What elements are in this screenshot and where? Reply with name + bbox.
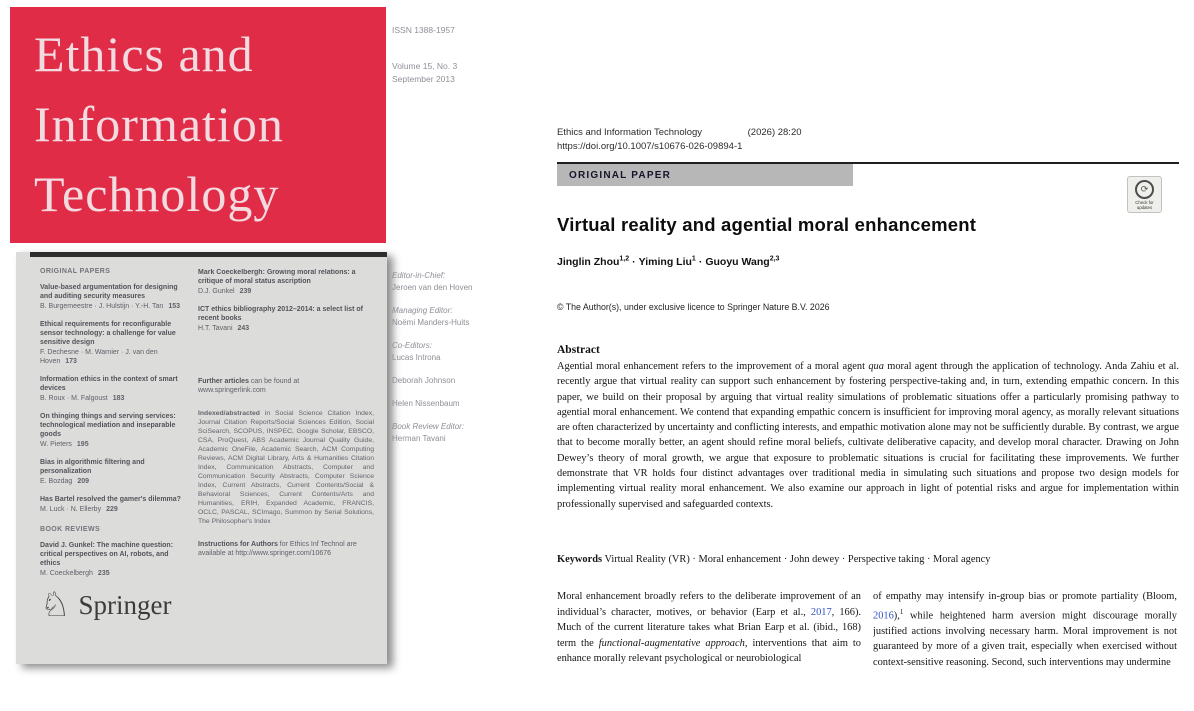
toc-entry-authors: F. Dechesne · M. Warnier · J. van den Hoven xyxy=(40,349,158,365)
toc-section-heading: ORIGINAL PAPERS xyxy=(40,268,111,275)
toc-entry-page: 173 xyxy=(65,358,77,365)
abstract-heading: Abstract xyxy=(557,344,600,356)
further-articles-note xyxy=(198,377,374,395)
toc-entry xyxy=(40,541,190,578)
author-name: Jinglin Zhou xyxy=(557,255,620,268)
indexed-list: in Social Science Citation Index, Journal Citation Reports/Social Sciences Edition, Social SciSearch, SCOPUS, INSPEC, Google Scholar, EBSCO, CSA, ProQuest, ABS Academic Journal Quality Guide, Academic OneFile, Academic Search, ACM Computing Reviews, ACM Digital Library, Arts & Humanities Citation Index, Communication Abstracts, Computer and Communication Security Abstracts, Computer Science Index, Current Abstracts, Current Contents/Social & Behavioral Sciences, Current Contents/Arts and Humanities, ERIH, Expanded Academic, FRANCIS, OCLC, PASCAL, SCImago, Summon by Serial Solutions, The Philosopher's Index xyxy=(198,410,374,525)
further-articles-label: Further articles xyxy=(198,378,249,385)
paper-journal-header xyxy=(557,127,802,138)
citation-link[interactable]: 2017 xyxy=(810,606,832,618)
author-name: Guoyu Wang xyxy=(705,255,770,268)
toc-entry xyxy=(40,375,190,403)
abstract-text xyxy=(557,359,1179,512)
toc-entry-title: Bias in algorithmic filtering and personalization xyxy=(40,459,145,475)
editorial-board-column xyxy=(392,270,512,456)
section-type-bar xyxy=(557,164,853,186)
editor-block xyxy=(392,340,512,364)
author[interactable] xyxy=(557,256,629,268)
editor-name: Herman Tavani xyxy=(392,434,446,443)
indexing-note xyxy=(198,409,374,526)
body-column-right xyxy=(873,589,1177,711)
scan-edge-bar xyxy=(30,252,387,257)
footnote-marker: 1 xyxy=(899,607,904,616)
journal-title-line: Technology xyxy=(34,166,280,222)
toc-entry-authors: W. Pieters xyxy=(40,441,72,448)
toc-entry-title: ICT ethics bibliography 2012–2014: a select list of recent books xyxy=(198,306,363,322)
author-separator: · xyxy=(632,255,636,268)
editor-name: Helen Nissenbaum xyxy=(392,399,460,408)
abstract-italic: qua xyxy=(868,361,884,372)
author-affiliation-sup: 1 xyxy=(691,255,696,262)
issue-citation: (2026) 28:20 xyxy=(747,127,802,138)
editor-name: Noëmi Manders-Huits xyxy=(392,318,470,327)
editor-block xyxy=(392,375,512,387)
editor-role: Book Review Editor: xyxy=(392,422,465,431)
springerlink-url[interactable]: www.springerlink.com xyxy=(198,387,266,394)
toc-entry-page: 209 xyxy=(77,478,89,485)
author[interactable] xyxy=(705,256,779,268)
editor-name: Jeroen van den Hoven xyxy=(392,283,473,292)
editor-role: Managing Editor: xyxy=(392,306,453,315)
further-articles-text: can be found at xyxy=(248,378,300,385)
author-affiliation-sup: 1,2 xyxy=(619,255,630,262)
editor-name: Deborah Johnson xyxy=(392,376,456,385)
body-italic: functional-augmentative approach xyxy=(598,637,745,649)
indexed-label: Indexed/abstracted xyxy=(198,410,260,417)
toc-entry-page: 183 xyxy=(112,395,125,402)
author-separator: · xyxy=(698,255,703,268)
journal-cover-banner xyxy=(10,7,386,243)
instructions-text: for Ethics Inf Technol are available at xyxy=(198,541,357,557)
volume-number: Volume 15, No. 3 xyxy=(392,61,458,71)
author[interactable] xyxy=(639,256,696,268)
author-name: Yiming Liu xyxy=(638,255,692,268)
toc-entry-page: 153 xyxy=(168,303,181,310)
body-text: , interventions that aim to enhance morally relevant psychological or neurobiological xyxy=(557,637,861,665)
body-column-left xyxy=(557,589,861,711)
paper-title: Virtual reality and agential moral enhancement xyxy=(557,214,977,235)
toc-entry-title: David J. Gunkel: The machine question: critical perspectives on AI, robots, and ethics xyxy=(40,542,174,567)
toc-entry xyxy=(40,495,190,514)
toc-entry-authors: E. Bozdag xyxy=(40,478,73,485)
copyright-line: © The Author(s), under exclusive licence to Springer Nature B.V. 2026 xyxy=(557,302,830,312)
publisher-name: Springer xyxy=(78,589,172,620)
toc-entry-title: Has Bartel resolved the gamer's dilemma? xyxy=(40,496,181,503)
toc-entry-authors: B. Roux · M. Falgoust xyxy=(40,395,108,402)
journal-title-line: Information xyxy=(34,96,284,152)
toc-entry-title: Information ethics in the context of smart devices xyxy=(40,376,178,392)
body-text: of empathy may intensify in-group bias or promote partiality (Bloom, xyxy=(873,591,1177,602)
toc-section-heading: BOOK REVIEWS xyxy=(40,526,101,533)
toc-entry-title: On thinging things and serving services: technological mediation and inseparable goods xyxy=(40,413,176,438)
instructions-note xyxy=(198,540,374,558)
crossmark-icon: ⟳ xyxy=(1135,180,1154,199)
keywords-list: Virtual Reality (VR) · Moral enhancement · John dewey · Perspective taking · Moral agency xyxy=(602,554,991,565)
body-text: while heightened harm aversion might discourage morally justified actions involving necessary harm. Moral improvement is not guaranteed by more of a given trait, especially when exercised without context-sensitive reasoning. Second, such interventions may undermine xyxy=(873,610,1177,668)
toc-entry-authors: H.T. Tavani xyxy=(198,325,233,332)
check-for-updates-badge[interactable] xyxy=(1127,176,1162,213)
instructions-label: Instructions for Authors xyxy=(198,541,278,548)
journal-name: Ethics and Information Technology xyxy=(557,127,703,138)
doi-line: https://doi.org/10.1007/s10676-026-09894-1 xyxy=(557,141,743,152)
issn-label: ISSN 1388-1957 xyxy=(392,25,455,35)
toc-entry-page: 243 xyxy=(237,325,250,332)
keywords-label: Keywords xyxy=(557,554,603,565)
editor-block xyxy=(392,421,512,445)
editor-block xyxy=(392,398,512,410)
badge-text-line: updates xyxy=(1136,205,1153,210)
abstract-segment: Agential moral enhancement refers to the improvement of a moral agent xyxy=(557,361,869,372)
keywords-line xyxy=(557,554,1179,565)
body-text: ), xyxy=(893,610,900,622)
section-type-label: ORIGINAL PAPER xyxy=(569,169,671,181)
badge-text-line: Check for xyxy=(1135,200,1154,205)
volume-label xyxy=(392,60,457,86)
editor-role: Editor-in-Chief: xyxy=(392,271,446,280)
toc-entry-authors: M. Luck · N. Ellerby xyxy=(40,506,102,513)
toc-entry-page: 239 xyxy=(239,288,252,295)
editor-block xyxy=(392,270,512,294)
toc-entry-authors: M. Coeckelbergh xyxy=(40,570,93,577)
toc-entry xyxy=(198,268,374,296)
toc-entry xyxy=(40,320,190,366)
table-of-contents-panel xyxy=(16,252,387,664)
toc-entry-page: 195 xyxy=(76,441,89,448)
toc-entry xyxy=(40,283,190,311)
toc-entry xyxy=(198,305,374,333)
toc-entry-authors: B. Burgemeestre · J. Hulstijn · Y.-H. Tan xyxy=(40,303,164,310)
editor-block xyxy=(392,305,512,329)
toc-entry-title: Ethical requirements for reconfigurable sensor technology: a challenge for value sensitive design xyxy=(40,321,176,346)
toc-entry xyxy=(40,412,190,449)
toc-entry-title: Mark Coeckelbergh: Growing moral relations: a critique of moral status ascription xyxy=(198,269,356,285)
issue-date: September 2013 xyxy=(392,74,455,84)
toc-entry-page: 229 xyxy=(106,506,118,513)
author-line xyxy=(557,255,779,268)
springer-knight-icon: ♘ xyxy=(40,586,71,624)
toc-entry xyxy=(40,458,190,486)
journal-title-line: Ethics and xyxy=(34,26,254,82)
editor-name: Lucas Introna xyxy=(392,353,441,362)
springer-logo xyxy=(40,588,171,622)
body-text: Moral enhancement broadly refers to the deliberate improvement of an individual’s character, motives, or behavior (Earp et al., xyxy=(557,591,861,618)
citation-link[interactable]: 2016 xyxy=(873,610,894,622)
abstract-segment: moral agent through the application of technology. Anda Zahiu et al. recently argue that virtual reality can support such enhancement by fostering perspective-taking and, in turn, extending empathic concern. In this paper, we build on their proposal by arguing that virtual reality simulations of problematic situations offer a particularly promising pathway to agential moral enhancement. We contend that expanding empathic concern is insufficient for improving moral agency, as morally relevant situations are often characterized by uncertainty and conflicting interests, and empathic motivation alone may not be sufficiently durable. By contrast, we argue that to become morally better, an agent should refine moral beliefs, cultivate deliberative capacity, and develop moral character. Drawing on John Dewey’s theory of moral growth, we argue that exposure to problematic situations is crucial for facilitating these improvements. We further demonstrate that VR holds four distinct advantages over traditional media in simulating such situations and propose two design models for implementing virtual reality moral enhancement. We also examine our approach in light of potential risks and argue for implementation within professionally supervised and safeguarded contexts. xyxy=(557,361,1179,510)
toc-entry-title: Value-based argumentation for designing and auditing security measures xyxy=(40,284,178,300)
toc-entry-authors: D.J. Gunkel xyxy=(198,288,235,295)
body-text: , 166). Much of the current literature takes what Brian Earp et al. (ibid., 168) term the xyxy=(557,606,861,649)
toc-entry-page: 235 xyxy=(97,570,110,577)
instructions-url[interactable]: http://www.springer.com/10676 xyxy=(235,550,332,557)
author-affiliation-sup: 2,3 xyxy=(769,255,780,262)
editor-role: Co-Editors: xyxy=(392,341,433,350)
